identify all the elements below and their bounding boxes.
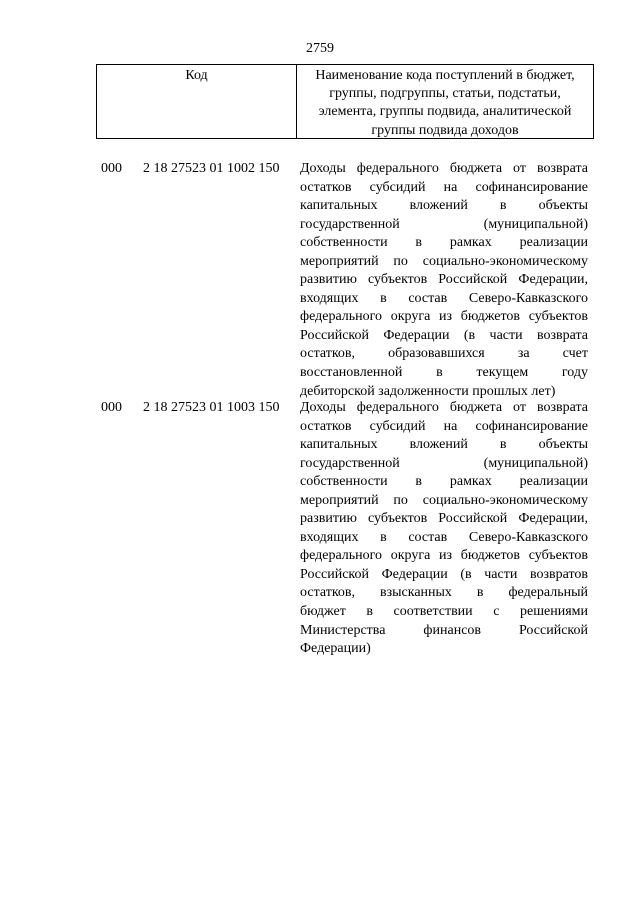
table-header — [96, 64, 594, 139]
row-name-line: Российской Федерации (в части возврата — [300, 327, 588, 343]
page-number: 2759 — [306, 41, 334, 56]
row-name-line: федерального округа из бюджетов субъектов — [300, 548, 588, 564]
row-name-line: остатков, образовавшихся за счет — [300, 346, 588, 362]
row-name-line: входящих в состав Северо-Кавказского — [300, 529, 588, 545]
row-income-code: 2 18 27523 01 1003 150 — [143, 400, 280, 415]
row-name-line: Российской Федерации (в части возвратов — [300, 566, 588, 582]
row-income-name — [300, 160, 588, 401]
row-name-line: мероприятий по социально-экономическому — [300, 492, 588, 508]
row-name-line: развитию субъектов Российской Федерации, — [300, 272, 588, 288]
row-name-line: собственности в рамках реализации — [300, 474, 588, 490]
row-name-line: капитальных вложений в объекты — [300, 198, 588, 214]
row-name-line: входящих в состав Северо-Кавказского — [300, 290, 588, 306]
row-name-line: Доходы федерального бюджета от возврата — [300, 161, 588, 176]
row-income-code: 2 18 27523 01 1002 150 — [143, 161, 280, 176]
header-code-label: Код — [97, 65, 297, 138]
row-income-name — [300, 399, 588, 659]
row-name-line: федерального округа из бюджетов субъектов — [300, 309, 588, 325]
row-name-line: мероприятий по социально-экономическому — [300, 253, 588, 269]
row-name-line: Министерства финансов Российской — [300, 622, 588, 638]
row-name-line: собственности в рамках реализации — [300, 235, 588, 251]
row-name-line: остатков, взысканных в федеральный — [300, 585, 588, 601]
row-name-line: остатков субсидий на софинансирование — [300, 418, 588, 434]
row-name-line: бюджет в соответствии с решениями — [300, 604, 588, 620]
row-name-line: дебиторской задолженности прошлых лет) — [300, 383, 556, 399]
row-name-line: капитальных вложений в объекты — [300, 437, 588, 453]
row-group-code: 000 — [101, 161, 122, 176]
row-name-line: государственной (муниципальной) — [300, 216, 588, 232]
row-name-line: развитию субъектов Российской Федерации, — [300, 511, 588, 527]
row-name-line: восстановленной в текущем году — [300, 365, 588, 381]
row-name-line: Доходы федерального бюджета от возврата — [300, 400, 588, 415]
row-name-line: остатков субсидий на софинансирование — [300, 179, 588, 195]
header-name-label: Наименование кода поступлений в бюджет, группы, подгруппы, статьи, подстатьи, элемента, группы подвида, аналитической группы подвида доходов — [315, 68, 575, 138]
row-name-line: Федерации) — [300, 641, 371, 657]
row-group-code: 000 — [101, 400, 122, 415]
row-name-line: государственной (муниципальной) — [300, 455, 588, 471]
